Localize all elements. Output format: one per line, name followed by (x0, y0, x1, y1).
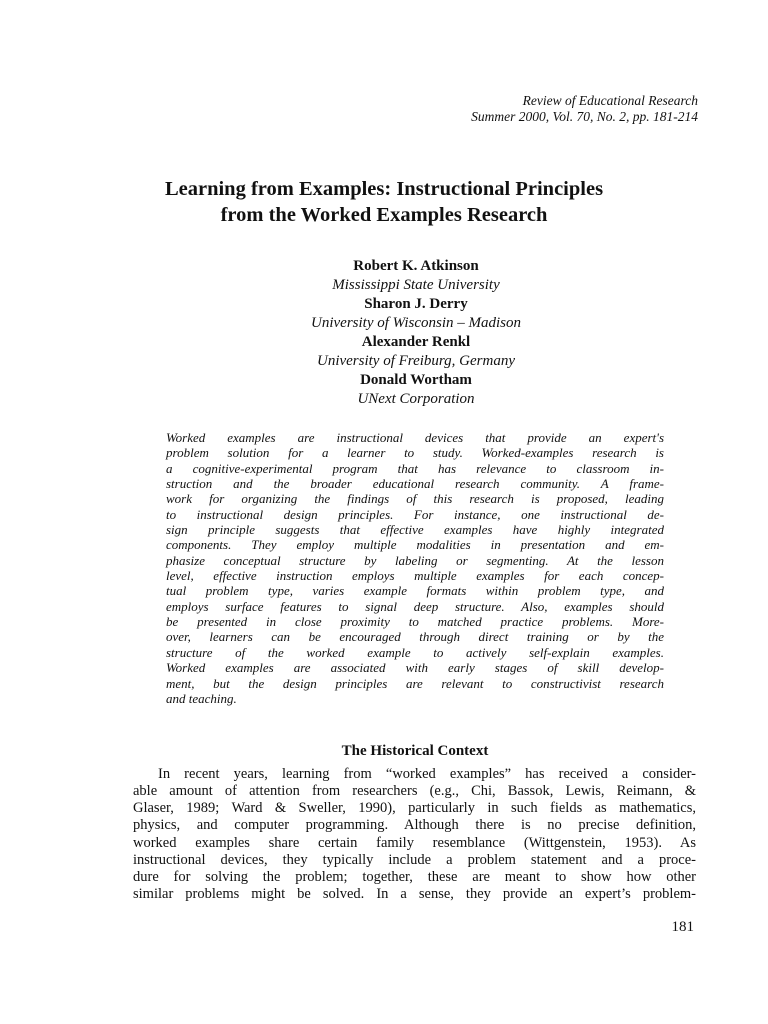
abstract-line: to instructional design principles. For instance, one instructional de- (166, 506, 664, 522)
section-heading: The Historical Context (341, 743, 489, 759)
abstract-line: sign principle suggests that effective examples have highly integrated (166, 522, 664, 538)
author-affiliation: University of Wisconsin – Madison (311, 315, 521, 331)
author-affiliation: University of Freiburg, Germany (316, 353, 516, 369)
abstract-line: tual problem type, varies example formats within problem type, and (166, 583, 664, 599)
abstract (166, 430, 664, 706)
paper-title-line-1: Learning from Examples: Instructional Principles (164, 178, 604, 200)
abstract-line: Worked examples are instructional devices that provide an expert's (166, 430, 664, 445)
body-line: Glaser, 1989; Ward & Sweller, 1990), particularly in such fields as mathematics, (133, 800, 696, 817)
body-line: instructional devices, they typically include a problem statement and a proce- (133, 851, 696, 868)
abstract-line: and teaching. (166, 690, 237, 706)
body-line: able amount of attention from researchers (e.g., Chi, Bassok, Lewis, Reimann, & (133, 783, 696, 800)
abstract-line: over, learners can be encouraged through direct training or by the (166, 629, 664, 645)
author-list (200, 257, 632, 409)
abstract-line: employs surface features to signal deep structure. Also, examples should (166, 598, 664, 614)
body-line: worked examples share certain family resemblance (Wittgenstein, 1953). As (133, 834, 696, 851)
abstract-line: Worked examples are associated with early stages of skill develop- (166, 660, 664, 676)
body-line: dure for solving the problem; together, these are meant to show how other (133, 868, 696, 885)
journal-header (471, 93, 698, 125)
author-name: Donald Wortham (360, 372, 472, 388)
abstract-line: problem solution for a learner to study. Worked-examples research is (166, 445, 664, 461)
abstract-line: components. They employ multiple modalities in presentation and em- (166, 537, 664, 553)
paper-title-line-2: from the Worked Examples Research (220, 204, 548, 226)
abstract-line: struction and the broader educational research community. A frame- (166, 476, 664, 492)
author-name: Alexander Renkl (361, 334, 471, 350)
abstract-line: level, effective instruction employs multiple examples for each concep- (166, 568, 664, 584)
author-affiliation: UNext Corporation (357, 391, 475, 407)
body-paragraph (133, 766, 696, 903)
author-name: Sharon J. Derry (364, 296, 468, 312)
journal-issue: Summer 2000, Vol. 70, No. 2, pp. 181-214 (471, 109, 698, 124)
abstract-line: structure of the worked example to actively self-explain examples. (166, 644, 664, 660)
body-line: physics, and computer programming. Although there is no precise definition, (133, 817, 696, 834)
author-affiliation: Mississippi State University (332, 277, 500, 293)
abstract-line: ment, but the design principles are relevant to constructivist research (166, 675, 664, 691)
body-line: In recent years, learning from “worked examples” has received a consider- (158, 766, 696, 782)
abstract-line: phasize conceptual structure by labeling or segmenting. At the lesson (166, 552, 664, 568)
paper-title (100, 176, 668, 228)
abstract-line: be presented in close proximity to matched practice problems. More- (166, 614, 664, 630)
journal-name: Review of Educational Research (522, 93, 698, 108)
page-number: 181 (671, 919, 694, 935)
author-name: Robert K. Atkinson (353, 258, 479, 274)
body-line: similar problems might be solved. In a sense, they provide an expert’s problem- (133, 886, 696, 903)
abstract-line: a cognitive-experimental program that has relevance to classroom in- (166, 460, 664, 476)
abstract-line: work for organizing the findings of this research is proposed, leading (166, 491, 664, 507)
